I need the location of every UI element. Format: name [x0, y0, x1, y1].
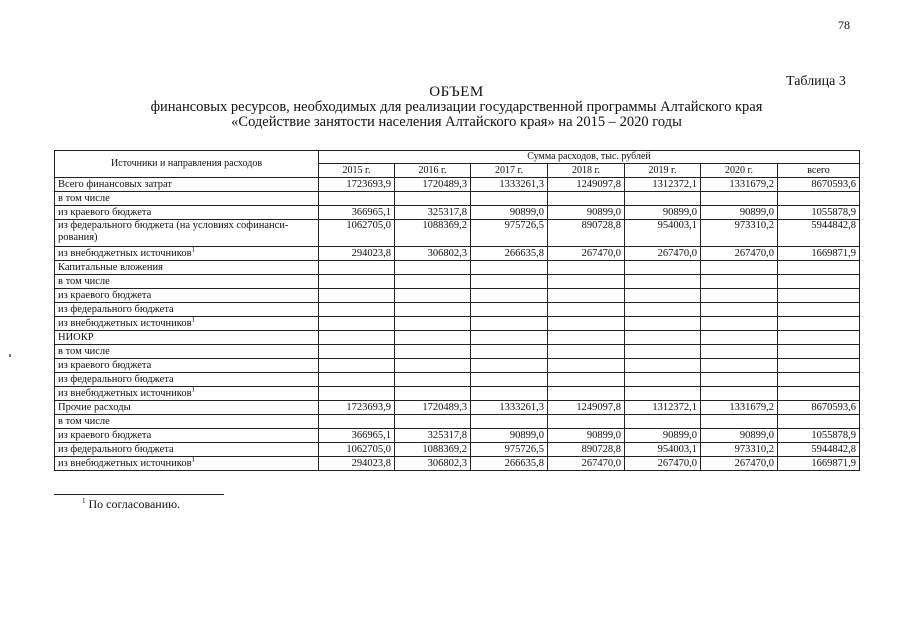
footnote-mark: 1	[82, 497, 86, 505]
value-cell	[395, 317, 471, 331]
table-row	[55, 275, 860, 289]
row-label	[55, 345, 319, 359]
value-cell: 1312372,1	[625, 178, 701, 192]
value-cell	[395, 331, 471, 345]
footnote-ref: 1	[191, 316, 196, 323]
value-cell: 306802,3	[395, 457, 471, 471]
row-label-text: в том числе	[58, 192, 110, 204]
title-main: ОБЪЕМ	[429, 84, 484, 100]
value-cell: 1055878,9	[778, 206, 860, 220]
table-row	[55, 247, 860, 261]
value-cell: 1723693,9	[319, 178, 395, 192]
value-cell	[471, 359, 548, 373]
value-cell	[395, 275, 471, 289]
value-cell	[701, 359, 778, 373]
table-row	[55, 220, 860, 247]
value-cell	[471, 415, 548, 429]
value-cell: 1062705,0	[319, 220, 395, 247]
value-cell	[319, 373, 395, 387]
value-cell	[319, 359, 395, 373]
value-cell	[701, 387, 778, 401]
value-cell	[548, 317, 625, 331]
row-label-text: из внебюджетных источников	[58, 247, 192, 259]
row-label-text: из краевого бюджета	[58, 206, 152, 218]
value-cell: 1333261,3	[471, 178, 548, 192]
value-cell: 267470,0	[625, 457, 701, 471]
value-cell	[319, 289, 395, 303]
value-cell	[625, 303, 701, 317]
value-cell	[625, 331, 701, 345]
value-cell: 1088369,2	[395, 220, 471, 247]
value-cell: 90899,0	[471, 429, 548, 443]
value-cell	[395, 289, 471, 303]
value-cell	[625, 289, 701, 303]
value-cell: 1062705,0	[319, 443, 395, 457]
footnote-ref: 1	[191, 456, 196, 463]
value-cell: 90899,0	[625, 429, 701, 443]
table-row	[55, 261, 860, 275]
table-row	[55, 345, 860, 359]
value-cell: 1331679,2	[701, 178, 778, 192]
row-label	[55, 178, 319, 192]
value-cell	[395, 261, 471, 275]
table-row	[55, 415, 860, 429]
value-cell	[701, 373, 778, 387]
row-label	[55, 415, 319, 429]
value-cell	[625, 275, 701, 289]
value-cell	[548, 275, 625, 289]
header-sum: Сумма расходов, тыс. рублей	[319, 151, 860, 164]
value-cell: 1723693,9	[319, 401, 395, 415]
table-row	[55, 178, 860, 192]
value-cell	[319, 345, 395, 359]
row-label-text: из федерального бюджета	[58, 443, 174, 455]
row-label	[55, 429, 319, 443]
row-label	[55, 331, 319, 345]
value-cell	[625, 317, 701, 331]
row-label-text: Прочие расходы	[58, 401, 131, 413]
value-cell: 90899,0	[548, 206, 625, 220]
value-cell	[548, 373, 625, 387]
value-cell: 90899,0	[548, 429, 625, 443]
value-cell: 366965,1	[319, 429, 395, 443]
header-source: Источники и направления расходов	[55, 151, 319, 178]
footnote-text: По согласованию.	[85, 497, 181, 511]
value-cell	[471, 261, 548, 275]
value-cell	[778, 261, 860, 275]
value-cell	[471, 345, 548, 359]
value-cell	[395, 387, 471, 401]
value-cell	[625, 415, 701, 429]
table-label: Таблица 3	[786, 74, 846, 89]
value-cell	[701, 331, 778, 345]
value-cell: 1312372,1	[625, 401, 701, 415]
value-cell: 954003,1	[625, 220, 701, 247]
row-label-text: Всего финансовых затрат	[58, 178, 172, 190]
row-label-text: из внебюджетных источников	[58, 317, 192, 329]
value-cell: 1088369,2	[395, 443, 471, 457]
table-row	[55, 331, 860, 345]
header-year: 2018 г.	[548, 164, 625, 178]
table-row	[55, 457, 860, 471]
value-cell	[701, 275, 778, 289]
value-cell	[471, 387, 548, 401]
value-cell: 1249097,8	[548, 178, 625, 192]
row-label	[55, 289, 319, 303]
value-cell	[778, 289, 860, 303]
value-cell: 1720489,3	[395, 178, 471, 192]
value-cell: 1055878,9	[778, 429, 860, 443]
row-label	[55, 303, 319, 317]
value-cell	[548, 289, 625, 303]
header-year: 2016 г.	[395, 164, 471, 178]
value-cell: 1669871,9	[778, 457, 860, 471]
value-cell: 267470,0	[701, 457, 778, 471]
row-label-text: из федерального бюджета	[58, 303, 174, 315]
value-cell: 294023,8	[319, 457, 395, 471]
title-line-1: финансовых ресурсов, необходимых для реализации государственной программы Алтайского края	[150, 99, 763, 115]
row-label-text: из краевого бюджета	[58, 429, 152, 441]
value-cell: 1669871,9	[778, 247, 860, 261]
value-cell: 325317,8	[395, 206, 471, 220]
value-cell: 954003,1	[625, 443, 701, 457]
value-cell	[395, 373, 471, 387]
value-cell	[701, 261, 778, 275]
value-cell	[319, 415, 395, 429]
value-cell	[778, 387, 860, 401]
value-cell	[548, 415, 625, 429]
footnote-ref: 1	[191, 386, 196, 393]
value-cell: 973310,2	[701, 443, 778, 457]
value-cell	[701, 345, 778, 359]
value-cell	[701, 415, 778, 429]
footnote-ref: 1	[191, 246, 196, 253]
value-cell: 267470,0	[548, 247, 625, 261]
value-cell	[625, 387, 701, 401]
value-cell: 890728,8	[548, 443, 625, 457]
value-cell	[548, 359, 625, 373]
row-label-text: из внебюджетных источников	[58, 457, 192, 469]
header-year: 2015 г.	[319, 164, 395, 178]
value-cell	[701, 289, 778, 303]
value-cell	[548, 345, 625, 359]
value-cell: 266635,8	[471, 457, 548, 471]
value-cell: 90899,0	[471, 206, 548, 220]
value-cell	[778, 415, 860, 429]
scan-artifact	[9, 354, 11, 357]
table-row	[55, 429, 860, 443]
value-cell	[625, 261, 701, 275]
value-cell: 5944842,8	[778, 443, 860, 457]
value-cell	[395, 303, 471, 317]
table-body	[55, 178, 860, 471]
value-cell	[471, 373, 548, 387]
row-label	[55, 206, 319, 220]
row-label	[55, 275, 319, 289]
footnote-rule	[54, 494, 224, 495]
table-row	[55, 289, 860, 303]
row-label-text: из внебюджетных источников	[58, 387, 192, 399]
table-row	[55, 317, 860, 331]
table-row	[55, 387, 860, 401]
value-cell	[471, 275, 548, 289]
row-label	[55, 220, 319, 247]
row-label-text: НИОКР	[58, 331, 94, 343]
value-cell: 294023,8	[319, 247, 395, 261]
value-cell: 366965,1	[319, 206, 395, 220]
value-cell: 8670593,6	[778, 401, 860, 415]
row-label-text: в том числе	[58, 275, 110, 287]
value-cell	[548, 387, 625, 401]
row-label	[55, 401, 319, 415]
value-cell	[778, 331, 860, 345]
value-cell: 8670593,6	[778, 178, 860, 192]
row-label-text: в том числе	[58, 345, 110, 357]
value-cell: 975726,5	[471, 443, 548, 457]
value-cell: 267470,0	[625, 247, 701, 261]
row-label-text: Капитальные вложения	[58, 261, 163, 273]
value-cell	[701, 317, 778, 331]
value-cell	[395, 345, 471, 359]
value-cell: 1331679,2	[701, 401, 778, 415]
value-cell	[471, 331, 548, 345]
header-year: 2019 г.	[625, 164, 701, 178]
row-label	[55, 457, 319, 471]
table-title	[54, 85, 859, 130]
value-cell: 1249097,8	[548, 401, 625, 415]
row-label-text: в том числе	[58, 415, 110, 427]
table-row	[55, 443, 860, 457]
value-cell: 1720489,3	[395, 401, 471, 415]
value-cell	[548, 331, 625, 345]
value-cell: 90899,0	[625, 206, 701, 220]
value-cell	[548, 261, 625, 275]
value-cell: 973310,2	[701, 220, 778, 247]
row-label	[55, 192, 319, 206]
value-cell	[395, 359, 471, 373]
value-cell: 266635,8	[471, 247, 548, 261]
value-cell	[395, 415, 471, 429]
value-cell	[625, 345, 701, 359]
value-cell: 267470,0	[701, 247, 778, 261]
value-cell	[471, 303, 548, 317]
table-row	[55, 373, 860, 387]
value-cell	[625, 373, 701, 387]
financial-table	[54, 150, 860, 471]
row-label-text: из краевого бюджета	[58, 359, 152, 371]
row-label	[55, 443, 319, 457]
footnote	[82, 497, 180, 512]
value-cell	[319, 387, 395, 401]
value-cell	[319, 192, 395, 206]
value-cell: 325317,8	[395, 429, 471, 443]
row-label-text: из краевого бюджета	[58, 289, 152, 301]
value-cell	[319, 317, 395, 331]
value-cell	[778, 373, 860, 387]
value-cell	[471, 317, 548, 331]
table-row	[55, 192, 860, 206]
header-total: всего	[778, 164, 860, 178]
row-label	[55, 317, 319, 331]
header-year: 2017 г.	[471, 164, 548, 178]
value-cell: 890728,8	[548, 220, 625, 247]
row-label	[55, 359, 319, 373]
page-number: 78	[838, 18, 850, 32]
value-cell	[778, 303, 860, 317]
table-row	[55, 206, 860, 220]
value-cell: 267470,0	[548, 457, 625, 471]
row-label-text: из федерального бюджета	[58, 373, 174, 385]
value-cell	[548, 192, 625, 206]
value-cell	[319, 331, 395, 345]
table-row	[55, 401, 860, 415]
value-cell: 306802,3	[395, 247, 471, 261]
row-label-text: из федерального бюджета (на условиях софинанси-рования)	[58, 220, 289, 243]
row-label	[55, 373, 319, 387]
value-cell	[701, 303, 778, 317]
value-cell	[319, 275, 395, 289]
value-cell	[778, 275, 860, 289]
value-cell: 90899,0	[701, 206, 778, 220]
value-cell	[395, 192, 471, 206]
table-row	[55, 303, 860, 317]
value-cell	[548, 303, 625, 317]
value-cell: 1333261,3	[471, 401, 548, 415]
value-cell	[319, 261, 395, 275]
value-cell: 975726,5	[471, 220, 548, 247]
value-cell	[471, 289, 548, 303]
row-label	[55, 261, 319, 275]
header-year: 2020 г.	[701, 164, 778, 178]
value-cell	[625, 359, 701, 373]
table-row	[55, 359, 860, 373]
value-cell	[778, 192, 860, 206]
value-cell	[625, 192, 701, 206]
value-cell	[701, 192, 778, 206]
value-cell	[778, 359, 860, 373]
value-cell	[471, 192, 548, 206]
value-cell	[778, 317, 860, 331]
row-label	[55, 387, 319, 401]
value-cell: 90899,0	[701, 429, 778, 443]
value-cell	[778, 345, 860, 359]
row-label	[55, 247, 319, 261]
value-cell: 5944842,8	[778, 220, 860, 247]
title-line-2: «Содействие занятости населения Алтайского края» на 2015 – 2020 годы	[231, 114, 682, 130]
value-cell	[319, 303, 395, 317]
